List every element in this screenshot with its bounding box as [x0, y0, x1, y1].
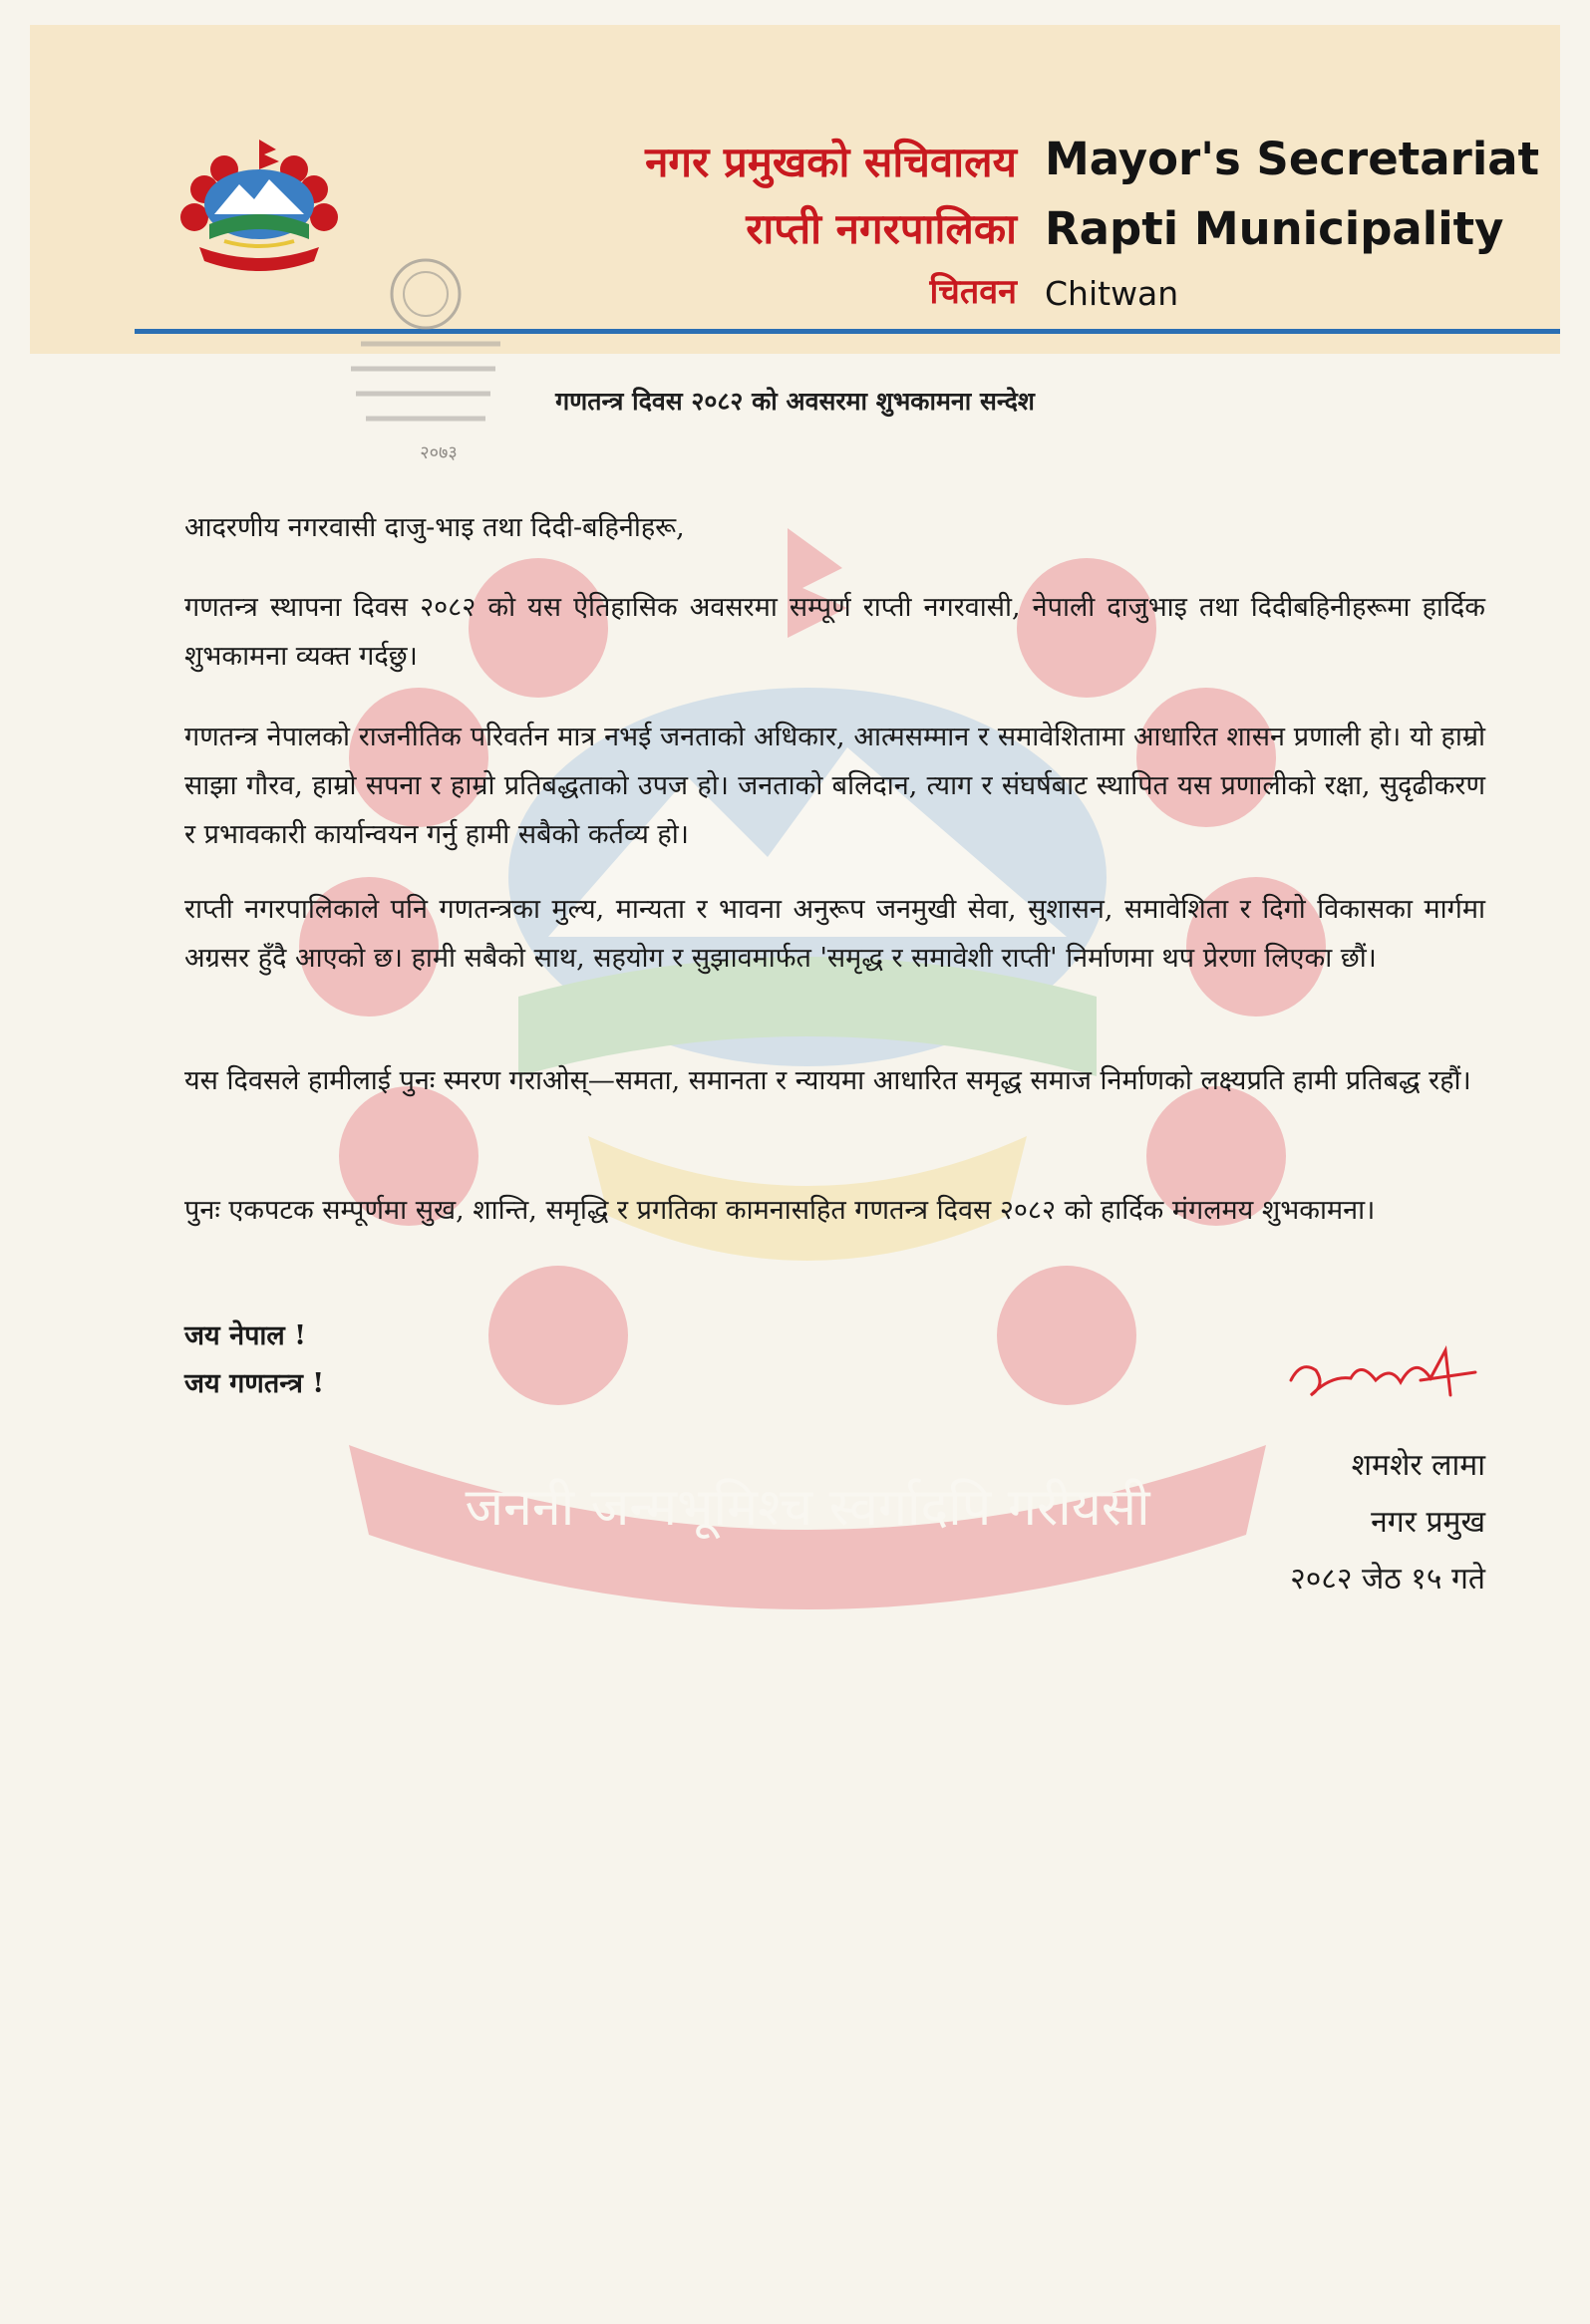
header-office-name-en: Mayor's Secretariat [1045, 133, 1540, 185]
header-district-name-en: Chitwan [1045, 274, 1179, 313]
header-municipality-name-np: राप्ती नगरपालिका [746, 204, 1017, 253]
paragraph: यस दिवसले हामीलाई पुनः स्मरण गराओस्—समता, समानता र न्यायमा आधारित समृद्ध समाज निर्माणको लक्ष्यप्रति हामी प्रतिबद्ध रहौं। [184, 1065, 1471, 1096]
watermark-motto: जननी जन्मभूमिश्च स्वर्गादपि गरीयसी [465, 1478, 1150, 1538]
signer-title: नगर प्रमुख [1371, 1505, 1485, 1540]
header-municipality-name-en: Rapti Municipality [1045, 202, 1504, 255]
letter-subject: गणतन्त्र दिवस २०८२ को अवसरमा शुभकामना सन्देश [555, 387, 1035, 416]
paragraph: पुनः एकपटक सम्पूर्णमा सुख, शान्ति, समृद्धि र प्रगतिका कामनासहित गणतन्त्र दिवस २०८२ को हार्दिक मंगलमय शुभकामना। [184, 1195, 1376, 1226]
signer-name: शमशेर लामा [1351, 1448, 1485, 1483]
closing-line: जय गणतन्त्र ! [184, 1368, 325, 1399]
office-stamp [321, 244, 520, 473]
handwritten-signature [1281, 1340, 1480, 1410]
header-office-name-np: नगर प्रमुखको सचिवालय [645, 138, 1017, 186]
closing-line: जय नेपाल ! [184, 1320, 306, 1351]
paragraph: गणतन्त्र स्थापना दिवस २०८२ को यस ऐतिहासिक अवसरमा सम्पूर्ण राप्ती नगरवासी, नेपाली दाजुभाइ तथा दिदीबहिनीहरूमा हार्दिक शुभकामना व्यक्त गर्दछु। [184, 592, 1485, 672]
letter-date: २०८२ जेठ १५ गते [1290, 1562, 1485, 1597]
salutation: आदरणीय नगरवासी दाजु-भाइ तथा दिदी-बहिनीहरू, [184, 512, 685, 543]
paragraph: राप्ती नगरपालिकाले पनि गणतन्त्रका मुल्य, मान्यता र भावना अनुरूप जनमुखी सेवा, सुशासन, समावेशिता र दिगो विकासका मार्गमा अग्रसर हुँदै आएको छ। हामी सबैको साथ, सहयोग र सुझावमार्फत 'समृद्ध र समावेशी राप्ती' निर्माणमा थप प्रेरणा लिएका छौं। [184, 894, 1485, 974]
stamp-number: २०७३ [420, 442, 458, 463]
paragraph: गणतन्त्र नेपालको राजनीतिक परिवर्तन मात्र नभई जनताको अधिकार, आत्मसम्मान र समावेशितामा आधारित शासन प्रणाली हो। यो हाम्रो साझा गौरव, हाम्रो सपना र हाम्रो प्रतिबद्धताको उपज हो। जनताको बलिदान, त्याग र संघर्षबाट स्थापित यस प्रणालीको रक्षा, सुदृढीकरण र प्रभावकारी कार्यान्वयन गर्नु हामी सबैको कर्तव्य हो। [184, 722, 1485, 850]
header-district-name-np: चितवन [929, 272, 1017, 312]
